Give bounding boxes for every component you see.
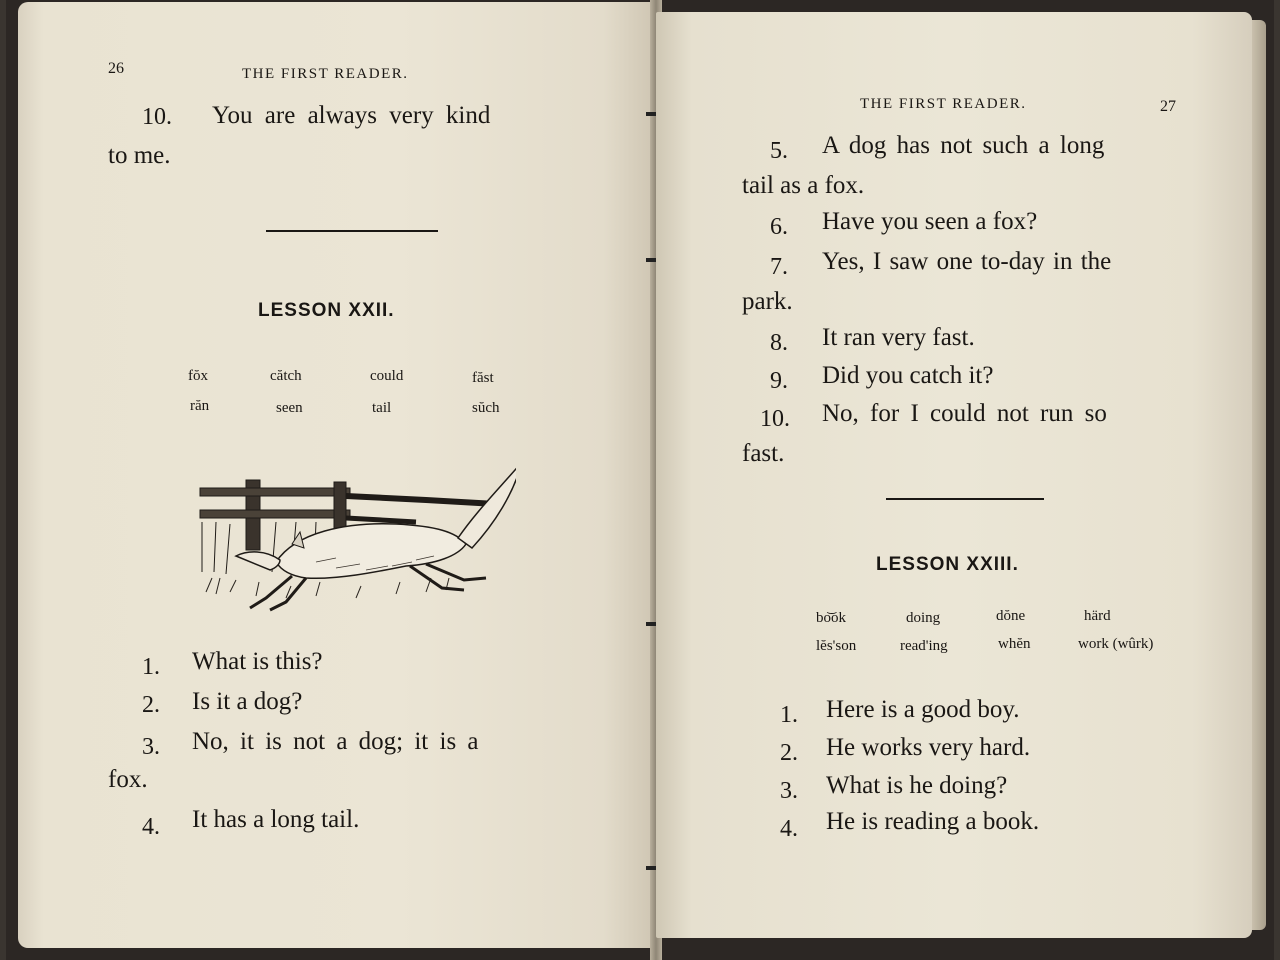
section-rule (886, 498, 1044, 500)
vocab-word: härd (1084, 608, 1111, 624)
sentence-text: No, for I could not run so (822, 400, 1107, 427)
running-head-right: THE FIRST READER. (860, 96, 1027, 112)
sentence-continuation: fast. (742, 440, 785, 467)
sentence-text: What is he doing? (826, 772, 1008, 799)
sentence-text: Have you seen a fox? (822, 208, 1038, 235)
section-rule (266, 230, 438, 232)
sentence-text: He is reading a book. (826, 808, 1040, 835)
sentence-number: 1. (142, 654, 160, 680)
sentence-number: 10. (760, 406, 790, 432)
sentence-text: You are always very kind (212, 102, 491, 129)
sentence-text: Here is a good boy. (826, 696, 1020, 723)
vocab-word: dŏne (996, 608, 1026, 624)
sentence-number: 2. (780, 740, 798, 766)
sentence-number: 5. (770, 138, 788, 164)
sentence-number: 2. (142, 692, 160, 718)
vocab-word: could (370, 368, 404, 384)
vocab-word: cătch (270, 368, 302, 384)
sentence-text: A dog has not such a long (822, 132, 1105, 159)
lesson-title-23: LESSON XXIII. (876, 554, 1019, 575)
vocab-word: lĕs'son (816, 638, 857, 654)
page-stack-edge (1252, 20, 1266, 930)
vocab-word: doing (906, 610, 941, 626)
sentence-text: What is this? (192, 648, 323, 675)
running-head-left: THE FIRST READER. (242, 66, 409, 82)
sentence-number: 10. (142, 104, 172, 130)
vocab-word: whĕn (998, 636, 1031, 652)
page-number-left: 26 (108, 60, 124, 77)
vocab-word: răn (190, 398, 210, 414)
right-page (656, 12, 1252, 938)
sentence-number: 3. (780, 778, 798, 804)
sentence-text: No, it is not a dog; it is a (192, 728, 479, 755)
sentence-number: 6. (770, 214, 788, 240)
sentence-text: Did you catch it? (822, 362, 994, 389)
vocab-word: read'ing (900, 638, 948, 654)
page-number-right: 27 (1160, 98, 1176, 115)
vocab-word: făst (472, 370, 494, 386)
sentence-text: It ran very fast. (822, 324, 975, 351)
sentence-number: 4. (780, 816, 798, 842)
sentence-text: He works very hard. (826, 734, 1031, 761)
sentence-text: Yes, I saw one to-day in the (822, 248, 1112, 275)
sentence-number: 4. (142, 814, 160, 840)
lesson-title-22: LESSON XXII. (258, 300, 395, 321)
sentence-number: 3. (142, 734, 160, 760)
sentence-number: 1. (780, 702, 798, 728)
fox-illustration (196, 452, 516, 622)
sentence-continuation: park. (742, 288, 793, 315)
sentence-continuation: to me. (108, 142, 171, 169)
vocab-word: seen (276, 400, 303, 416)
vocab-word: fŏx (188, 368, 208, 384)
vocab-word: bo͝ok (816, 610, 846, 626)
left-page (18, 2, 654, 948)
vocab-word: tail (372, 400, 392, 416)
sentence-continuation: tail as a fox. (742, 172, 865, 199)
sentence-text: Is it a dog? (192, 688, 303, 715)
vocab-word: sŭch (472, 400, 500, 416)
vocab-word: work (wûrk) (1078, 636, 1154, 652)
sentence-continuation: fox. (108, 766, 148, 793)
sentence-text: It has a long tail. (192, 806, 360, 833)
sentence-number: 9. (770, 368, 788, 394)
sentence-number: 7. (770, 254, 788, 280)
sentence-number: 8. (770, 330, 788, 356)
